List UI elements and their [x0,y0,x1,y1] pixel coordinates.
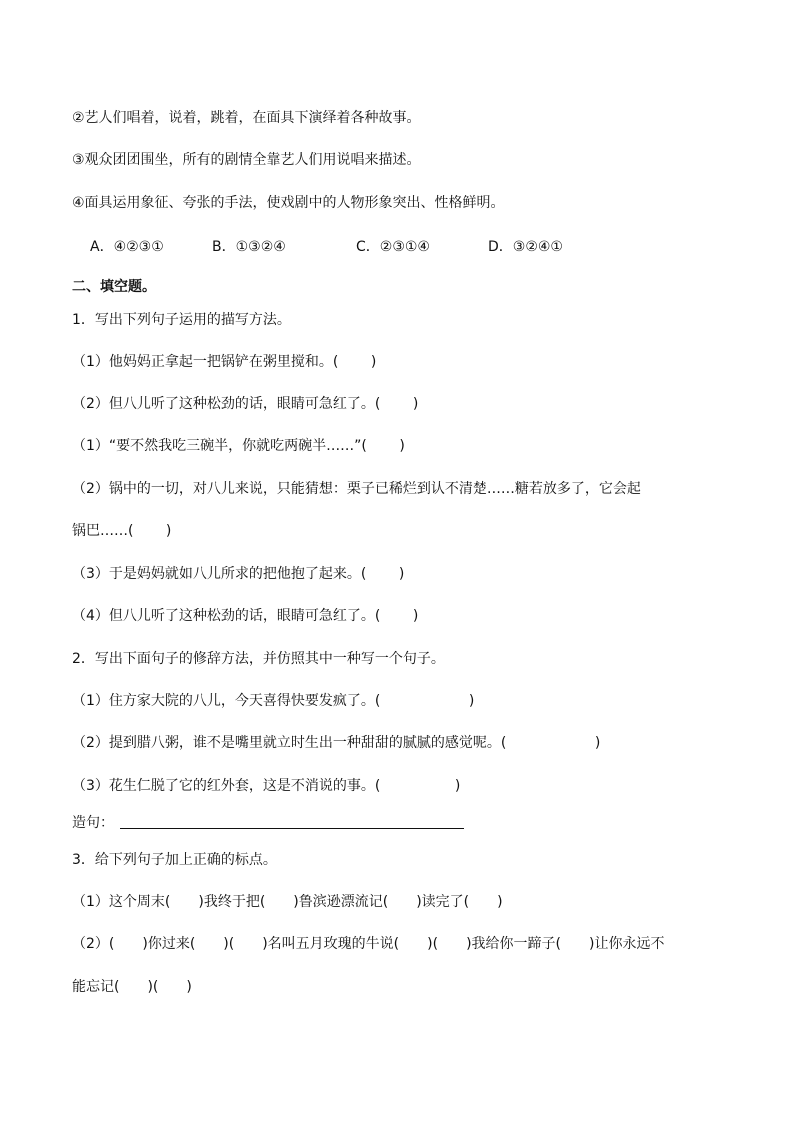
q2-item: （1）住方家大院的八儿，今天喜得快要发疯了。( ) [72,693,475,709]
option-c: C．②③①④ [356,239,430,255]
q3-item: （1）这个周末( )我终于把( )鲁滨逊漂流记( )读完了( ) [72,894,503,910]
sentence-4: ④面具运用象征、夸张的手法，使戏剧中的人物形象突出、性格鲜明。 [72,195,505,211]
sentence-2: ②艺人们唱着，说着，跳着，在面具下演绎着各种故事。 [72,110,421,126]
q1-item: （2）锅中的一切，对八儿来说，只能猜想：栗子已稀烂到认不清楚……糖若放多了，它会起 [72,481,641,497]
sentence-3: ③观众团团围坐，所有的剧情全靠艺人们用说唱来描述。 [72,152,421,168]
q1-item: （1）他妈妈正拿起一把锅铲在粥里搅和。( ) [72,354,377,370]
compose-label: 造句： [72,815,114,831]
q1-item: （3）于是妈妈就如八儿所求的把他抱了起来。( ) [72,566,405,582]
q1-item: （4）但八儿听了这种松劲的话，眼睛可急红了。( ) [72,608,419,624]
answer-options [90,236,690,256]
section-title: 二、填空题。 [72,279,156,295]
q2-item: （2）提到腊八粥，谁不是嘴里就立时生出一种甜甜的腻腻的感觉呢。( ) [72,735,601,751]
option-a: A．④②③① [90,239,164,255]
q2-item: （3）花生仁脱了它的红外套，这是不消说的事。( ) [72,778,461,794]
compose-answer-line[interactable] [120,828,464,829]
option-d: D．③②④① [488,239,563,255]
q2-prompt: 2．写出下面句子的修辞方法，并仿照其中一种写一个句子。 [72,651,445,667]
q3-prompt: 3．给下列句子加上正确的标点。 [72,852,277,868]
q3-item: （2）( )你过来( )( )名叫五月玫瑰的牛说( )( )我给你一蹄子( )让你永远不 [72,936,665,952]
q1-item: （1）“要不然我吃三碗半，你就吃两碗半……”( ) [72,438,405,454]
q1-prompt: 1．写出下列句子运用的描写方法。 [72,312,291,328]
option-b: B．①③②④ [212,239,286,255]
q1-item-continued: 锅巴……( ) [72,523,172,539]
q1-item: （2）但八儿听了这种松劲的话，眼睛可急红了。( ) [72,396,419,412]
q3-item-continued: 能忘记( )( ) [72,979,192,995]
